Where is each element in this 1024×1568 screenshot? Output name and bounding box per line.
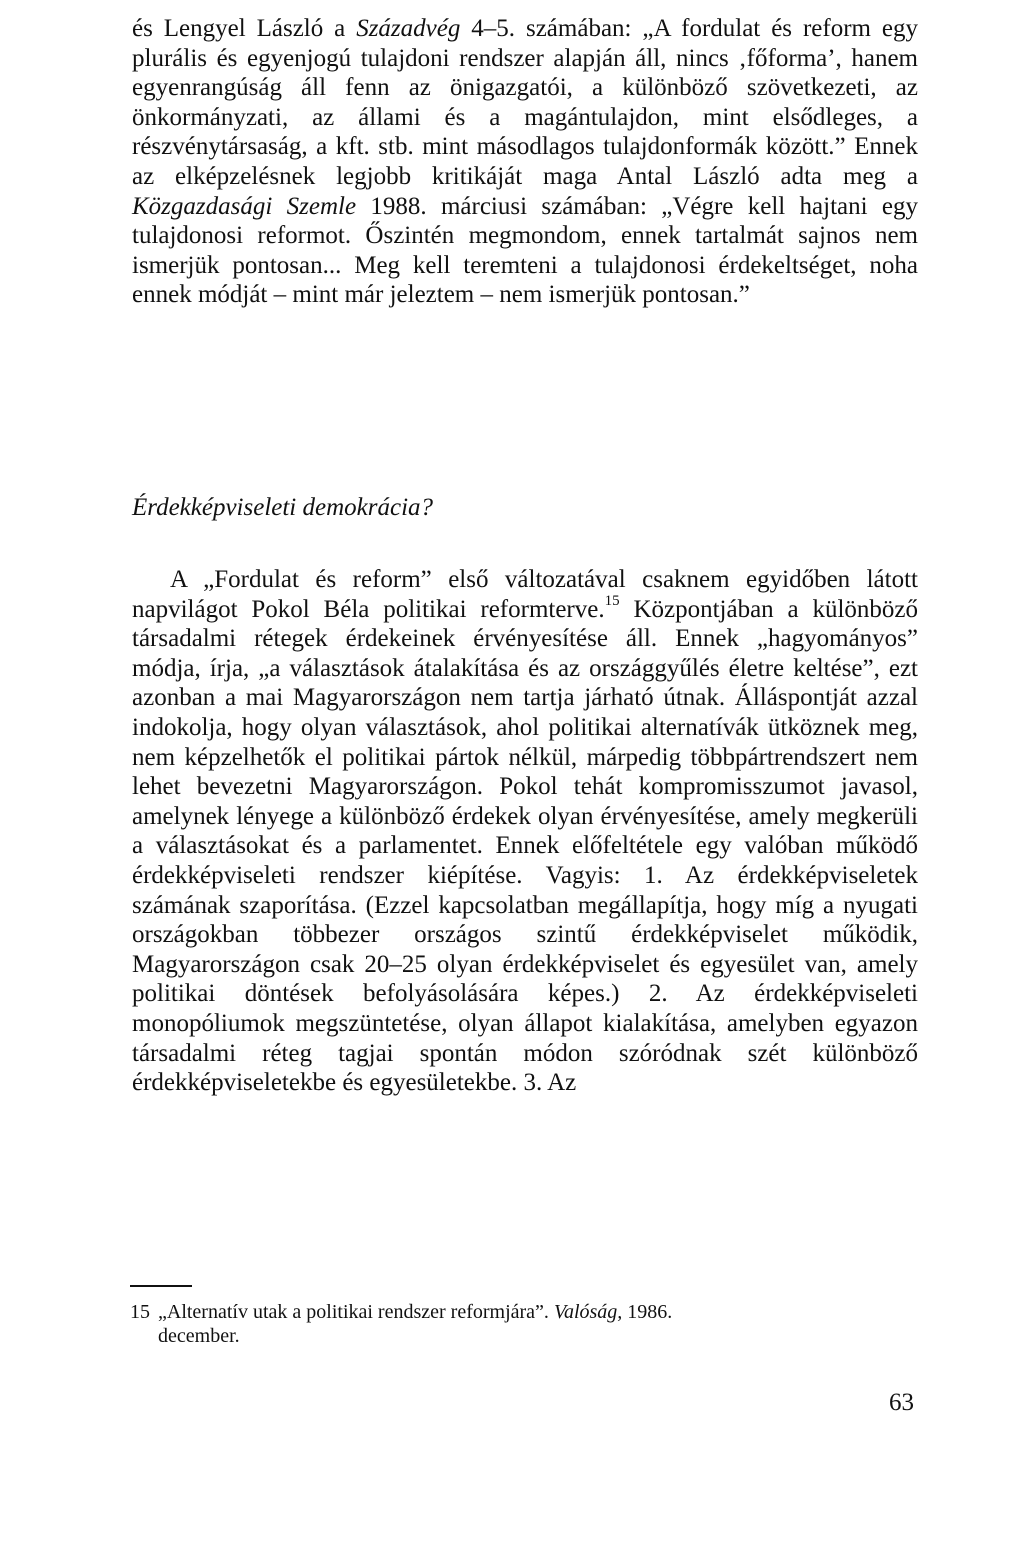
footnote-continuation: december. bbox=[158, 1325, 240, 1347]
page-number: 63 bbox=[889, 1389, 914, 1416]
footnote-year: 1986. bbox=[622, 1301, 673, 1323]
text-run: és Lengyel László a bbox=[132, 15, 357, 42]
text-run: A „Fordulat és reform” első változatával csaknem egyidőben látott napvilágot Pokol Béla politikai reformterve. bbox=[132, 566, 918, 623]
paragraph-main bbox=[132, 565, 918, 1098]
footnote-reference: 15 bbox=[604, 593, 620, 610]
paragraph-top-text bbox=[132, 14, 918, 310]
footnote-text: „Alternatív utak a politikai rendszer reformjára”. bbox=[158, 1301, 554, 1323]
italic-title: Közgazdasági Szemle bbox=[132, 192, 357, 220]
text-run: Központjában a különböző társadalmi rétegek érdekeinek érvényesítése áll. Ennek „hagyományos” módja, írja, „a választások átalakítása és az országgyűlés életre keltése”, ezt azonban a mai Magyarországon nem tartja járható útnak. Álláspontját azzal indokolja, hogy olyan választások, ahol politikai alternatívák ütköznek meg, nem képzelhetők el politikai pártok nélkül, márpedig többpártrendszert nem lehet bevezetni Magyarországon. Pokol tehát kompromisszumot javasol, amelynek lényege a különböző érdekek olyan érvényesítése, amely megkerüli a választásokat és a parlamentet. Ennek előfeltétele egy valóban működő érdekképviseleti rendszer kiépítése. Vagyis: 1. Az érdekképviseletek számának szaporítása. (Ezzel kapcsolatban megállapítja, hogy míg a nyugati országokban többezer országos szintű érdekképviselet működik, Magyarországon csak 20–25 olyan érdekképviselet és egyesület van, amely politikai döntések befolyásolására képes.) 2. Az érdekképviseleti monopóliumok megszüntetése, olyan állapot kialakítása, amelyben egyazon társadalmi réteg tagjai spontán módon szóródnak szét különböző érdekképviseletekbe és egyesületekbe. 3. Az bbox=[132, 595, 918, 1097]
footnote-source: Valóság, bbox=[553, 1301, 623, 1323]
italic-title: Századvég bbox=[356, 15, 461, 42]
footnote-divider bbox=[130, 1285, 192, 1287]
paragraph-main-text bbox=[132, 565, 918, 1098]
text-run: 4–5. számában: „A fordulat és reform egy plurális és egyenjogú tulajdoni rendszer alapján áll, nincs ‚főforma’, hanem egyenrangúság áll fenn az önigazgatói, a különböző szövetkezeti, az önkormányzati, az állami és a magántulajdon, mint elsődleges, a részvénytársaság, a kft. stb. mint másodlagos tulajdonformák között.” Ennek az elképzelésnek legjobb kritikáját maga Antal László adta meg a bbox=[132, 15, 918, 190]
footnote bbox=[130, 1300, 918, 1348]
text-run: 1988. márciusi számában: „Végre kell hajtani egy tulajdonosi reformot. Őszintén megmondom, ennek tartalmát sajnos nem ismerjük pontosan... Meg kell teremteni a tulajdonosi érdekeltséget, noha ennek módját – mint már jeleztem – nem ismerjük pontosan.” bbox=[132, 192, 918, 309]
paragraph-top bbox=[132, 14, 918, 310]
section-heading: Érdekképviseleti demokrácia? bbox=[132, 494, 434, 521]
footnote-number: 15 bbox=[130, 1301, 150, 1323]
